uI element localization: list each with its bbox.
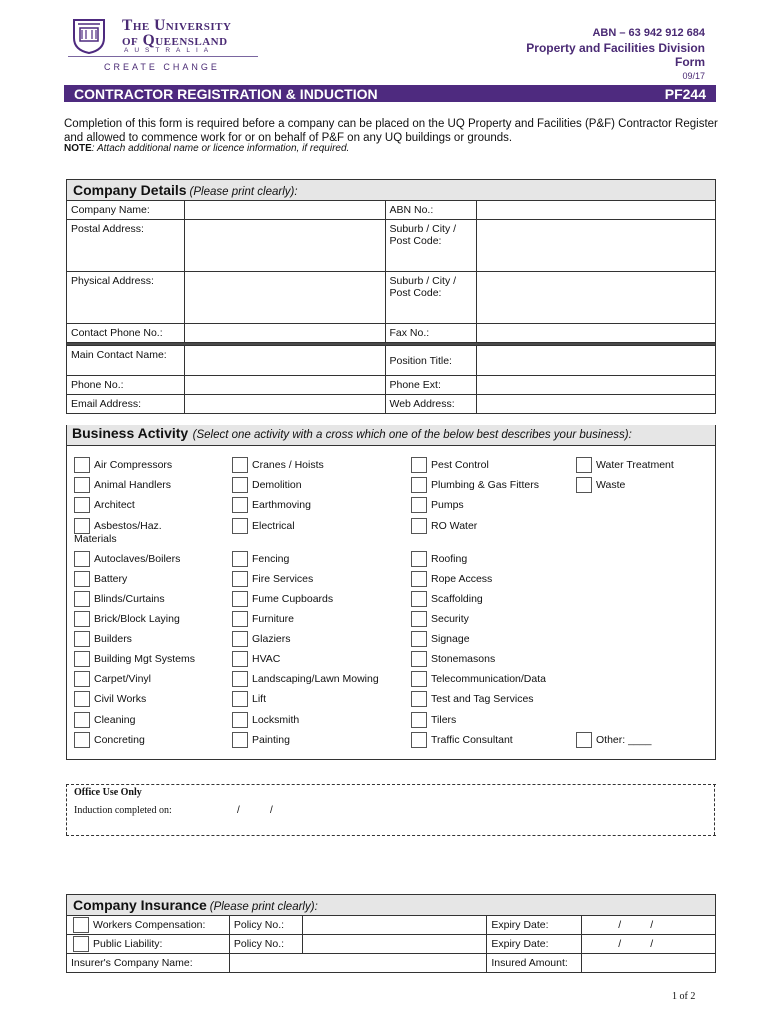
public-liability-checkbox[interactable] (73, 936, 89, 952)
activity-traffic-consultant-checkbox[interactable] (411, 732, 427, 748)
form-label: Form (675, 55, 705, 69)
activity-tilers-checkbox[interactable] (411, 712, 427, 728)
activity-architect-label: Architect (94, 499, 135, 511)
form-code: PF244 (664, 86, 706, 102)
activity-roofing-checkbox[interactable] (411, 551, 427, 567)
university-name-line1: The University (122, 17, 232, 34)
physical-suburb-field[interactable] (477, 272, 716, 324)
activity-scaffolding-label: Scaffolding (431, 593, 483, 605)
activity-signage-checkbox[interactable] (411, 631, 427, 647)
activity-test-and-tag-services-label: Test and Tag Services (431, 693, 534, 705)
activity-asbestos-haz-label: Asbestos/Haz. (94, 520, 162, 532)
abn-number: ABN – 63 942 912 684 (592, 27, 705, 39)
main-contact-label: Main Contact Name: (67, 346, 185, 376)
activity-locksmith-checkbox[interactable] (232, 712, 248, 728)
activity-painting-checkbox[interactable] (232, 732, 248, 748)
activity-air-compressors-checkbox[interactable] (74, 457, 90, 473)
company-insurance-heading: Company Insurance (Please print clearly): (67, 895, 716, 916)
main-contact-field[interactable] (184, 346, 385, 376)
activity-building-mgt-systems-label: Building Mgt Systems (94, 653, 195, 665)
activity-concreting-checkbox[interactable] (74, 732, 90, 748)
activity-fume-cupboards-checkbox[interactable] (232, 591, 248, 607)
activity-building-mgt-systems-checkbox[interactable] (74, 651, 90, 667)
tagline: CREATE CHANGE (104, 62, 220, 72)
activity-traffic-consultant-label: Traffic Consultant (431, 734, 513, 746)
phone-ext-field[interactable] (477, 376, 716, 395)
activity-concreting-label: Concreting (94, 734, 145, 746)
activity-animal-handlers-label: Animal Handlers (94, 479, 172, 491)
policy-no-field-1[interactable] (302, 916, 487, 935)
abn-label: ABN No.: (385, 201, 477, 220)
activity-telecommunication-data-label: Telecommunication/Data (431, 673, 546, 685)
logo-divider (68, 56, 258, 57)
induction-date-slash-1: / (237, 805, 240, 816)
activity-signage-label: Signage (431, 633, 470, 645)
activity-cleaning-label: Cleaning (94, 714, 136, 726)
expiry-field-1[interactable] (582, 916, 716, 935)
form-version: 09/17 (682, 71, 705, 81)
division-name: Property and Facilities Division (526, 41, 705, 55)
company-insurance-table (66, 894, 716, 973)
activity-fencing-label: Fencing (252, 553, 290, 565)
activity-fencing-checkbox[interactable] (232, 551, 248, 567)
activity-asbestos-haz-checkbox[interactable] (74, 518, 90, 534)
activity-cleaning-checkbox[interactable] (74, 712, 90, 728)
policy-no-label-2: Policy No.: (229, 935, 302, 954)
activity-landscaping-lawn-mowing-label: Landscaping/Lawn Mowing (252, 673, 379, 685)
activity-tilers-label: Tilers (431, 714, 457, 726)
activity-other-label: Other: ____ (596, 734, 652, 746)
workers-comp-label: Workers Compensation: (93, 919, 206, 931)
activity-pumps-label: Pumps (431, 499, 464, 511)
physical-address-field[interactable] (184, 272, 385, 324)
form-title: CONTRACTOR REGISTRATION & INDUCTION (74, 86, 378, 102)
induction-date-slash-2: / (270, 805, 273, 816)
activity-battery-label: Battery (94, 573, 128, 585)
note-label: NOTE (64, 143, 92, 154)
activity-glaziers-checkbox[interactable] (232, 631, 248, 647)
office-use-title: Office Use Only (74, 787, 142, 798)
postal-suburb-label: Suburb / City / Post Code: (385, 220, 477, 272)
activity-demolition-label: Demolition (252, 479, 302, 491)
activity-test-and-tag-services-checkbox[interactable] (411, 691, 427, 707)
activity-cranes-hoists-checkbox[interactable] (232, 457, 248, 473)
activity-security-checkbox[interactable] (411, 611, 427, 627)
uq-crest-icon (72, 18, 106, 54)
expiry-label-1: Expiry Date: (487, 916, 582, 935)
activity-air-compressors-label: Air Compressors (94, 459, 173, 471)
activity-civil-works-checkbox[interactable] (74, 691, 90, 707)
activity-lift-checkbox[interactable] (232, 691, 248, 707)
insurer-name-label: Insurer's Company Name: (67, 954, 230, 973)
expiry-field-2[interactable] (582, 935, 716, 954)
activity-pest-control-checkbox[interactable] (411, 457, 427, 473)
contact-phone-field[interactable] (184, 324, 385, 343)
activity-brick-block-laying-label: Brick/Block Laying (94, 613, 180, 625)
activity-painting-label: Painting (252, 734, 290, 746)
activity-autoclaves-boilers-checkbox[interactable] (74, 551, 90, 567)
activity-water-treatment-label: Water Treatment (596, 459, 674, 471)
activity-fume-cupboards-label: Fume Cupboards (252, 593, 334, 605)
abn-field[interactable] (477, 201, 716, 220)
activity-hvac-label: HVAC (252, 653, 281, 665)
office-box-right-edge (714, 784, 715, 835)
activity-furniture-checkbox[interactable] (232, 611, 248, 627)
activity-plumbing-gas-fitters-checkbox[interactable] (411, 477, 427, 493)
company-details-heading: Company Details (Please print clearly): (67, 180, 716, 201)
activity-fire-services-label: Fire Services (252, 573, 314, 585)
activity-rope-access-checkbox[interactable] (411, 571, 427, 587)
expiry-1-slash-a: / (618, 919, 622, 931)
policy-no-field-2[interactable] (302, 935, 487, 954)
activity-cranes-hoists-label: Cranes / Hoists (252, 459, 324, 471)
activity-blinds-curtains-label: Blinds/Curtains (94, 593, 165, 605)
activity-pumps-checkbox[interactable] (411, 497, 427, 513)
phone-ext-label: Phone Ext: (385, 376, 477, 395)
activity-locksmith-label: Locksmith (252, 714, 300, 726)
position-title-field[interactable] (477, 346, 716, 376)
expiry-label-2: Expiry Date: (487, 935, 582, 954)
fax-label: Fax No.: (385, 324, 477, 343)
postal-address-field[interactable] (184, 220, 385, 272)
activity-battery-checkbox[interactable] (74, 571, 90, 587)
activity-blinds-curtains-checkbox[interactable] (74, 591, 90, 607)
contact-phone-label: Contact Phone No.: (67, 324, 185, 343)
activity-electrical-checkbox[interactable] (232, 518, 248, 534)
insured-amount-field[interactable] (582, 954, 716, 973)
title-banner (64, 85, 716, 102)
activity-waste-checkbox[interactable] (576, 477, 592, 493)
position-title-label: Position Title: (385, 346, 477, 376)
insurer-name-field[interactable] (229, 954, 487, 973)
expiry-2-slash-a: / (618, 938, 622, 950)
activity-electrical-label: Electrical (252, 520, 295, 532)
phone-no-field[interactable] (184, 376, 385, 395)
email-field[interactable] (184, 395, 385, 414)
activity-animal-handlers-checkbox[interactable] (74, 477, 90, 493)
postal-suburb-field[interactable] (477, 220, 716, 272)
university-country: AUSTRALIA (124, 47, 215, 54)
activity-roofing-label: Roofing (431, 553, 468, 565)
workers-comp-checkbox[interactable] (73, 917, 89, 933)
activity-asbestos-materials-continuation: Materials (74, 533, 117, 545)
activity-earthmoving-checkbox[interactable] (232, 497, 248, 513)
phone-no-label: Phone No.: (67, 376, 185, 395)
activity-autoclaves-boilers-label: Autoclaves/Boilers (94, 553, 181, 565)
activity-lift-label: Lift (252, 693, 267, 705)
activity-pest-control-label: Pest Control (431, 459, 489, 471)
web-field[interactable] (477, 395, 716, 414)
workers-comp-cell (67, 916, 230, 935)
activity-demolition-checkbox[interactable] (232, 477, 248, 493)
intro-note (64, 143, 349, 154)
web-label: Web Address: (385, 395, 477, 414)
activity-scaffolding-checkbox[interactable] (411, 591, 427, 607)
activity-other-checkbox[interactable] (576, 732, 592, 748)
activity-stonemasons-checkbox[interactable] (411, 651, 427, 667)
fax-field[interactable] (477, 324, 716, 343)
office-box-left-edge (66, 784, 67, 835)
policy-no-label-1: Policy No.: (229, 916, 302, 935)
activity-security-label: Security (431, 613, 469, 625)
activity-fire-services-checkbox[interactable] (232, 571, 248, 587)
business-activity-heading: Business Activity (Select one activity with a cross which one of the below best describes your business): (66, 425, 716, 446)
insured-amount-label: Insured Amount: (487, 954, 582, 973)
postal-address-label: Postal Address: (67, 220, 185, 272)
intro-text: Completion of this form is required before a company can be placed on the UQ Property and Facilities (P&F) Contractor Register and allowed to commence work for or on behalf of P&F on any UQ buildings or grounds. (64, 118, 718, 144)
activity-civil-works-label: Civil Works (94, 693, 147, 705)
university-name-line2: of Queensland (122, 32, 228, 49)
activity-plumbing-gas-fitters-label: Plumbing & Gas Fitters (431, 479, 539, 491)
activity-earthmoving-label: Earthmoving (252, 499, 311, 511)
note-text: : Attach additional name or licence information, if required. (91, 143, 350, 154)
activity-ro-water-label: RO Water (431, 520, 478, 532)
activity-stonemasons-label: Stonemasons (431, 653, 496, 665)
activity-builders-label: Builders (94, 633, 132, 645)
activity-builders-checkbox[interactable] (74, 631, 90, 647)
page-number: 1 of 2 (672, 991, 696, 1002)
activity-waste-label: Waste (596, 479, 626, 491)
company-name-field[interactable] (184, 201, 385, 220)
activity-carpet-vinyl-label: Carpet/Vinyl (94, 673, 152, 685)
expiry-1-slash-b: / (650, 919, 654, 931)
activity-architect-checkbox[interactable] (74, 497, 90, 513)
activity-landscaping-lawn-mowing-checkbox[interactable] (232, 671, 248, 687)
activity-carpet-vinyl-checkbox[interactable] (74, 671, 90, 687)
activity-ro-water-checkbox[interactable] (411, 518, 427, 534)
activity-hvac-checkbox[interactable] (232, 651, 248, 667)
email-label: Email Address: (67, 395, 185, 414)
public-liability-cell (67, 935, 230, 954)
company-name-label: Company Name: (67, 201, 185, 220)
induction-label: Induction completed on: (74, 805, 172, 816)
physical-address-label: Physical Address: (67, 272, 185, 324)
activity-telecommunication-data-checkbox[interactable] (411, 671, 427, 687)
physical-suburb-label: Suburb / City / Post Code: (385, 272, 477, 324)
activity-furniture-label: Furniture (252, 613, 295, 625)
public-liability-label: Public Liability: (93, 938, 163, 950)
company-details-table (66, 179, 716, 414)
activity-brick-block-laying-checkbox[interactable] (74, 611, 90, 627)
expiry-2-slash-b: / (650, 938, 654, 950)
activity-rope-access-label: Rope Access (431, 573, 493, 585)
activity-glaziers-label: Glaziers (252, 633, 291, 645)
activity-water-treatment-checkbox[interactable] (576, 457, 592, 473)
